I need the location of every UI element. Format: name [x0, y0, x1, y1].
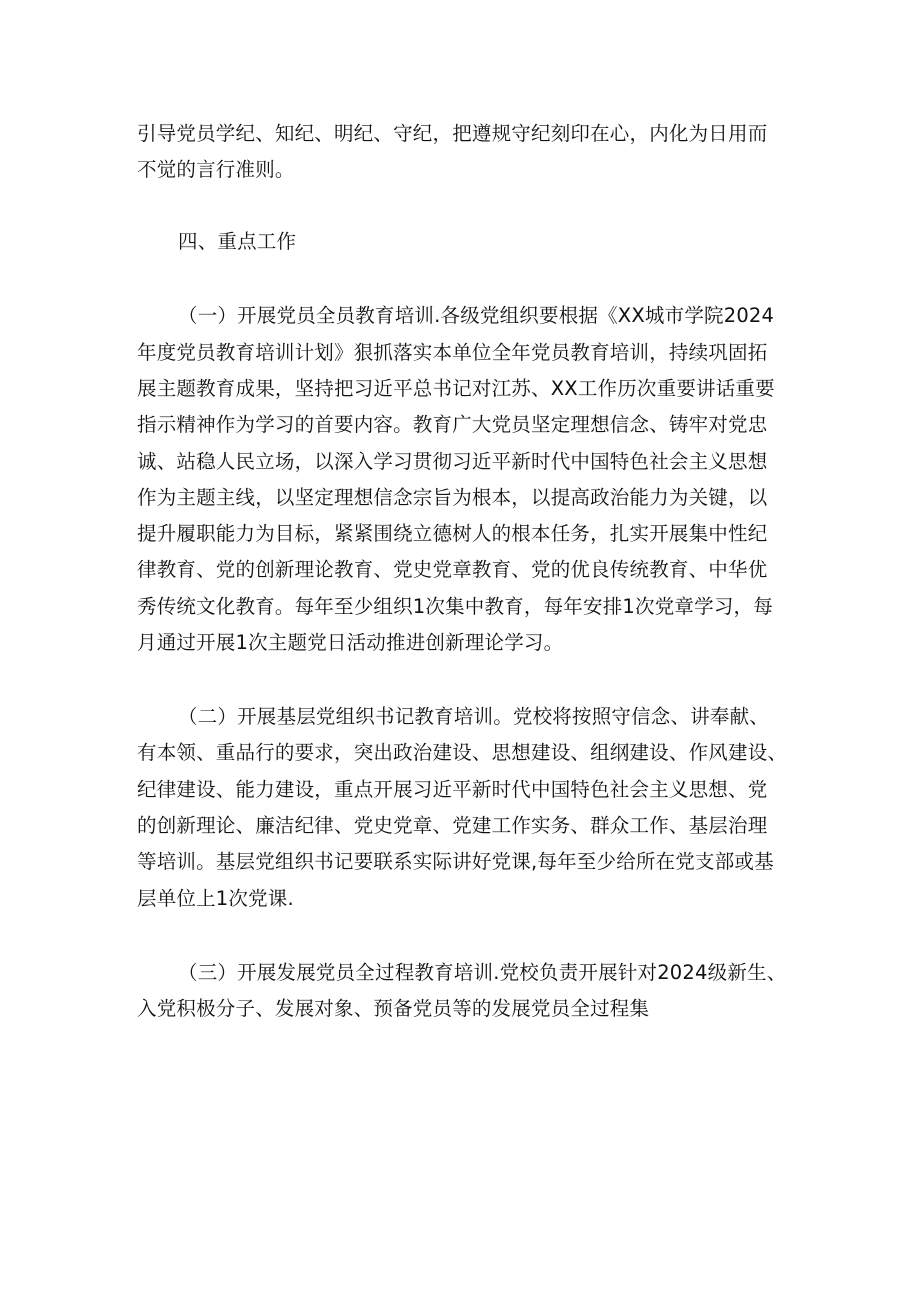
paragraph-1-line: 年度党员教育培训计划》狠抓落实本单位全年党员教育培训，持续巩固拓: [137, 341, 768, 364]
paragraph-1-line: 月通过开展1次主题党日活动推进创新理论学习。: [137, 631, 564, 654]
paragraph-2-line: 等培训。基层党组织书记要联系实际讲好党课,每年至少给所在党支部或基: [137, 850, 774, 873]
paragraph-1-line: 诚、站稳人民立场，以深入学习贯彻习近平新时代中国特色社会主义思想: [137, 450, 768, 473]
paragraph-2-line: 纪律建设、能力建设，重点开展习近平新时代中国特色社会主义思想、党: [137, 778, 768, 801]
paragraph-1-line: 展主题教育成果，坚持把习近平总书记对江苏、XX工作历次重要讲话重要: [137, 377, 775, 400]
paragraph-2-line: （二）开展基层党组织书记教育培训。党校将按照守信念、讲奉献、: [178, 705, 770, 728]
paragraph-1-line: （一）开展党员全员教育培训.各级党组织要根据《XX城市学院2024: [178, 304, 775, 327]
paragraph-2-line: 有本领、重品行的要求，突出政治建设、思想建设、组纲建设、作风建设、: [137, 741, 788, 764]
paragraph-1-line: 作为主题主线，以坚定理想信念宗旨为根本，以提高政治能力为关键，以: [137, 486, 768, 509]
paragraph-1-line: 指示精神作为学习的首要内容。教育广大党员坚定理想信念、铸牢对党忠: [137, 413, 768, 436]
intro-line: 引导党员学纪、知纪、明纪、守纪，把遵规守纪刻印在心，内化为日用而: [137, 122, 768, 145]
paragraph-1-line: 秀传统文化教育。每年至少组织1次集中教育，每年安排1次党章学习，每: [137, 595, 773, 618]
paragraph-1-line: 律教育、党的创新理论教育、党史党章教育、党的优良传统教育、中华优: [137, 558, 768, 581]
paragraph-3-line: （三）开展发展党员全过程教育培训.党校负责开展针对2024级新生、: [178, 961, 787, 984]
paragraph-2-line: 的创新理论、廉洁纪律、党史党章、党建工作实务、群众工作、基层治理: [137, 814, 768, 837]
paragraph-1-line: 提升履职能力为目标，紧紧围绕立德树人的根本任务，扎实开展集中性纪: [137, 522, 768, 545]
paragraph-2-line: 层单位上1次党课.: [137, 887, 294, 910]
paragraph-3-line: 入党积极分子、发展对象、预备党员等的发展党员全过程集: [137, 997, 650, 1020]
intro-line: 不觉的言行准则。: [137, 158, 295, 181]
section-heading: 四、重点工作: [178, 230, 297, 253]
